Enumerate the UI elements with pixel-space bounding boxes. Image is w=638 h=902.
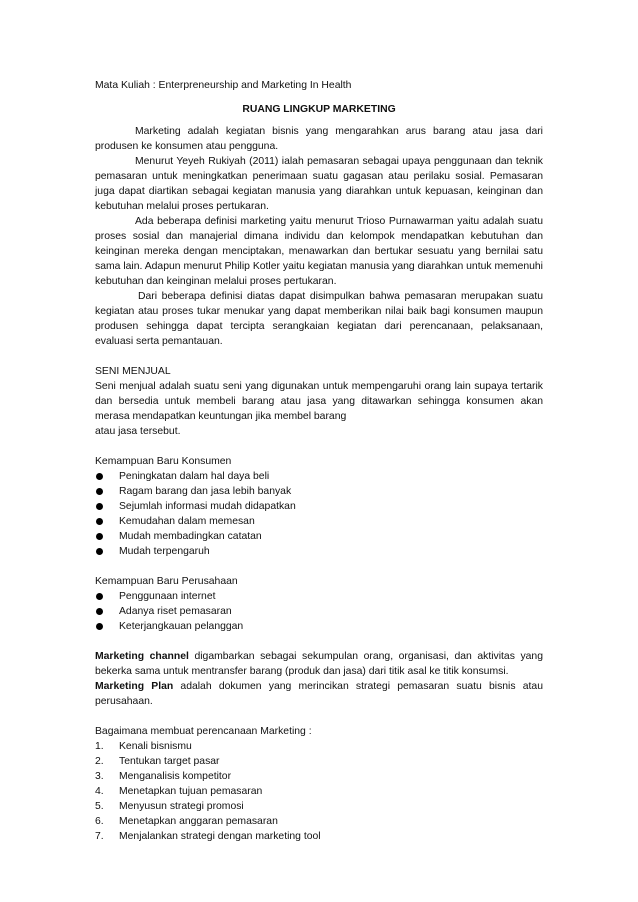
list-item bbox=[95, 799, 543, 814]
list-item bbox=[95, 769, 543, 784]
marketing-plan-term: Marketing Plan bbox=[95, 681, 174, 692]
step-text: Kenali bisnismu bbox=[119, 741, 192, 752]
list-item-text: Kemudahan dalam memesan bbox=[119, 516, 255, 527]
bullet-icon bbox=[96, 488, 103, 495]
list-item-text: Sejumlah informasi mudah didapatkan bbox=[119, 501, 296, 512]
step-number: 1. bbox=[95, 741, 104, 752]
step-text: Menganalisis kompetitor bbox=[119, 771, 232, 782]
list-item-text: Adanya riset pemasaran bbox=[119, 606, 232, 617]
bullet-icon bbox=[96, 548, 103, 555]
spacer bbox=[95, 559, 543, 574]
konsumen-heading: Kemampuan Baru Konsumen bbox=[95, 456, 232, 467]
list-item bbox=[95, 499, 543, 514]
step-text: Menetapkan tujuan pemasaran bbox=[119, 786, 263, 797]
list-item bbox=[95, 484, 543, 499]
step-number: 6. bbox=[95, 816, 104, 827]
perusahaan-list bbox=[95, 589, 543, 634]
step-text: Menyusun strategi promosi bbox=[119, 801, 244, 812]
bullet-icon bbox=[96, 503, 103, 510]
page-title: RUANG LINGKUP MARKETING bbox=[242, 104, 396, 115]
list-item-text: Keterjangkauan pelanggan bbox=[119, 621, 244, 632]
list-item-text: Penggunaan internet bbox=[119, 591, 216, 602]
step-number: 3. bbox=[95, 771, 104, 782]
intro-paragraph-3: Ada beberapa definisi marketing yaitu menurut Trioso Purnawarman yaitu adalah suatu proses sosial dan manajerial dimana individu dan kelompok mendapatkan kebutuhan dan keinginan mereka dengan menciptakan, menawarkan dan bertukar sesuatu yang bernilai satu sama lain. Adapun menurut Philip Kotler yaitu kegiatan manusia yang diarahkan untuk memenuhi kebutuhan dan keinginan melalui proses pertukaran. bbox=[95, 216, 543, 287]
step-number: 7. bbox=[95, 831, 104, 842]
bullet-icon bbox=[96, 533, 103, 540]
list-item bbox=[95, 754, 543, 769]
list-item bbox=[95, 829, 543, 844]
list-item-text: Peningkatan dalam hal daya beli bbox=[119, 471, 270, 482]
list-item-text: Mudah membadingkan catatan bbox=[119, 531, 262, 542]
intro-paragraph-2: Menurut Yeyeh Rukiyah (2011) ialah pemasaran sebagai upaya penggunaan dan teknik pemasaran untuk meningkatkan penerimaan suatu gagasan atau perilaku sosial. Pemasaran juga dapat diartikan sebagai kegiatan manusia yang diarahkan untuk kepuasan, keinginan dan kebutuhan melalui proses pertukaran. bbox=[95, 156, 543, 212]
seni-menjual-heading: SENI MENJUAL bbox=[95, 366, 171, 377]
spacer bbox=[95, 634, 543, 649]
list-item bbox=[95, 814, 543, 829]
intro-paragraph-1: Marketing adalah kegiatan bisnis yang mengarahkan arus barang atau jasa dari produsen ke konsumen atau pengguna. bbox=[95, 126, 543, 152]
step-text: Menetapkan anggaran pemasaran bbox=[119, 816, 278, 827]
list-item bbox=[95, 529, 543, 544]
step-number: 4. bbox=[95, 786, 104, 797]
marketing-channel-text: digambarkan sebagai sekumpulan orang, organisasi, dan aktivitas yang bekerka sama untuk mentransfer barang (produk dan jasa) dari titik asal ke titik konsumsi. bbox=[95, 651, 543, 677]
seni-menjual-body: Seni menjual adalah suatu seni yang digunakan untuk mempengaruhi orang lain supaya tertarik dan bersedia untuk membeli barang atau jasa yang ditawarkan sehingga konsumen akan merasa mendapatkan keuntungan jika membel barang bbox=[95, 381, 543, 422]
list-item bbox=[95, 619, 543, 634]
list-item-text: Ragam barang dan jasa lebih banyak bbox=[119, 486, 292, 497]
list-item bbox=[95, 604, 543, 619]
list-item bbox=[95, 544, 543, 559]
step-number: 2. bbox=[95, 756, 104, 767]
perusahaan-heading: Kemampuan Baru Perusahaan bbox=[95, 576, 238, 587]
list-item bbox=[95, 784, 543, 799]
step-number: 5. bbox=[95, 801, 104, 812]
bullet-icon bbox=[96, 608, 103, 615]
spacer bbox=[95, 439, 543, 454]
bullet-icon bbox=[96, 593, 103, 600]
spacer bbox=[95, 349, 543, 364]
seni-menjual-tail: atau jasa tersebut. bbox=[95, 426, 181, 437]
marketing-plan-definition bbox=[95, 679, 543, 709]
marketing-plan-text: adalah dokumen yang merincikan strategi pemasaran suatu bisnis atau perusahaan. bbox=[95, 681, 543, 707]
intro-paragraph-4: Dari beberapa definisi diatas dapat disimpulkan bahwa pemasaran merupakan suatu kegiatan atau proses tukar menukar yang dapat memberikan nilai baik bagi konsumen maupun produsen sehingga dapat tercipta serangkaian kegiatan dari perencanaan, pelaksanaan, evaluasi serta pemantauan. bbox=[95, 291, 543, 347]
list-item-text: Mudah terpengaruh bbox=[119, 546, 210, 557]
steps-list bbox=[95, 739, 543, 844]
list-item bbox=[95, 469, 543, 484]
bullet-icon bbox=[96, 518, 103, 525]
list-item bbox=[95, 514, 543, 529]
step-text: Tentukan target pasar bbox=[119, 756, 220, 767]
marketing-channel-definition bbox=[95, 649, 543, 679]
bullet-icon bbox=[96, 623, 103, 630]
course-header: Mata Kuliah : Enterpreneurship and Marketing In Health bbox=[95, 80, 352, 91]
list-item bbox=[95, 739, 543, 754]
list-item bbox=[95, 589, 543, 604]
step-text: Menjalankan strategi dengan marketing tool bbox=[119, 831, 321, 842]
spacer bbox=[95, 709, 543, 724]
konsumen-list bbox=[95, 469, 543, 559]
marketing-channel-term: Marketing channel bbox=[95, 651, 189, 662]
bullet-icon bbox=[96, 473, 103, 480]
steps-heading: Bagaimana membuat perencanaan Marketing : bbox=[95, 726, 312, 737]
